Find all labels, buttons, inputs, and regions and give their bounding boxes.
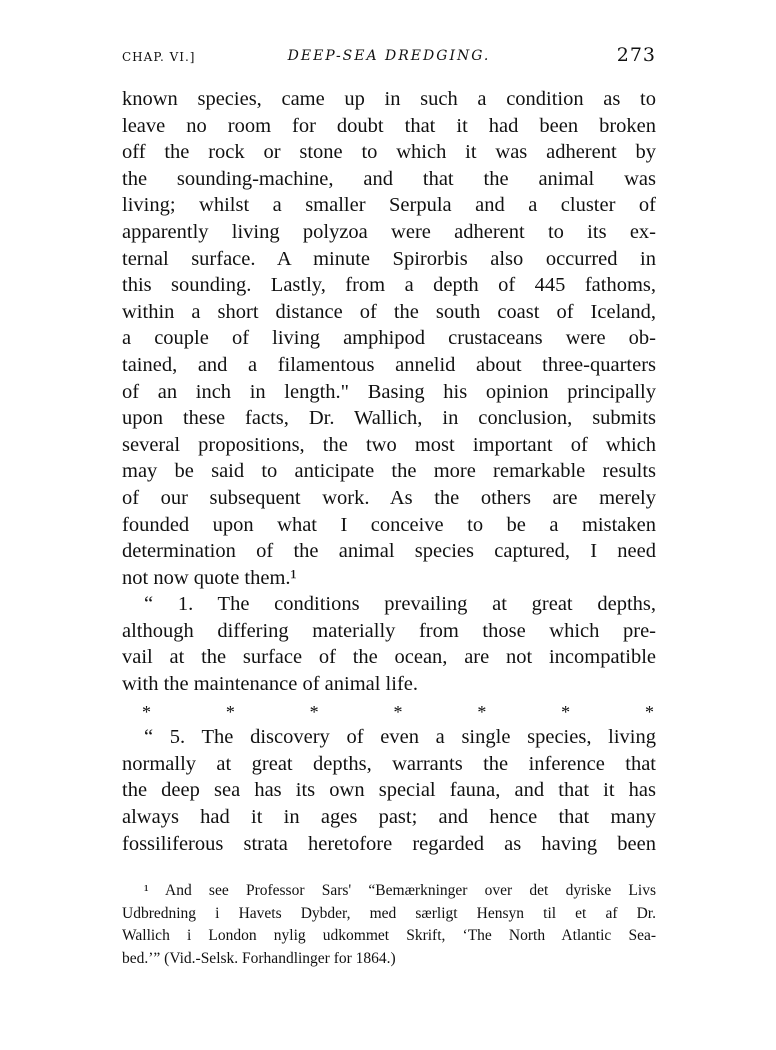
separator-star: *	[477, 701, 487, 722]
separator-star: *	[644, 701, 654, 722]
text-line: fossiliferous strata heretofore regarded as having been	[122, 832, 656, 855]
text-line: several propositions, the two most important of which	[122, 433, 656, 456]
footnote-line: Wallich i London nylig udkommet Skrift, ‘The North Atlantic Sea-	[122, 927, 656, 944]
text-line: tained, and a filamentous annelid about three-quarters	[122, 353, 656, 376]
running-title: DEEP-SEA DREDGING.	[287, 48, 491, 64]
text-line: with the maintenance of animal life.	[122, 673, 418, 696]
text-line: may be said to anticipate the more remarkable results	[122, 460, 656, 483]
footnotes	[122, 880, 656, 970]
chapter-label: CHAP. VI.]	[122, 50, 196, 64]
ellipsis-separator	[122, 698, 656, 725]
text-line: of an inch in length." Basing his opinion principally	[122, 380, 656, 403]
text-line: ternal surface. A minute Spirorbis also occurred in	[122, 247, 656, 270]
running-head	[122, 44, 656, 70]
text-line: leave no room for doubt that it had been broken	[122, 114, 656, 137]
text-line: apparently living polyzoa were adherent to its ex-	[122, 220, 656, 243]
text-line: determination of the animal species captured, I need	[122, 540, 656, 563]
text-line: known species, came up in such a condition as to	[122, 88, 656, 110]
text-line: “ 5. The discovery of even a single species, living	[144, 726, 656, 749]
text-line: within a short distance of the south coast of Iceland,	[122, 300, 656, 323]
separator-star: *	[561, 701, 571, 722]
text-line: although differing materially from those which pre-	[122, 619, 656, 642]
text-line: normally at great depths, warrants the inference that	[122, 752, 656, 775]
text-line: the sounding-machine, and that the animal was	[122, 167, 656, 190]
text-line: upon these facts, Dr. Wallich, in conclusion, submits	[122, 407, 656, 430]
separator-star: *	[142, 701, 151, 722]
text-line: the deep sea has its own special fauna, and that it has	[122, 779, 656, 802]
text-line: this sounding. Lastly, from a depth of 445 fathoms,	[122, 274, 656, 297]
text-line: not now quote them.¹	[122, 566, 297, 589]
text-line: off the rock or stone to which it was adherent by	[122, 141, 656, 164]
text-line: always had it in ages past; and hence that many	[122, 806, 656, 829]
footnote-line: Udbredning i Havets Dybder, med særligt Hensyn til et af Dr.	[122, 904, 656, 922]
text-line: vail at the surface of the ocean, are not incompatible	[122, 646, 656, 669]
text-line: “ 1. The conditions prevailing at great depths,	[144, 593, 656, 616]
text-line: founded upon what I conceive to be a mistaken	[122, 513, 656, 536]
page-number: 273	[616, 44, 656, 66]
text-line: a couple of living amphipod crustaceans were ob-	[122, 327, 656, 350]
text-line: living; whilst a smaller Serpula and a cluster of	[122, 194, 656, 217]
footnote-line: ¹ And see Professor Sars' “Bemærkninger over det dyriske Livs	[144, 882, 656, 899]
separator-star: *	[393, 701, 403, 722]
separator-star: *	[225, 701, 235, 722]
separator-star: *	[309, 701, 319, 722]
body-text	[122, 86, 656, 857]
footnote-line: bed.’” (Vid.-Selsk. Forhandlinger for 1864.)	[122, 949, 396, 967]
text-line: of our subsequent work. As the others are merely	[122, 486, 656, 509]
